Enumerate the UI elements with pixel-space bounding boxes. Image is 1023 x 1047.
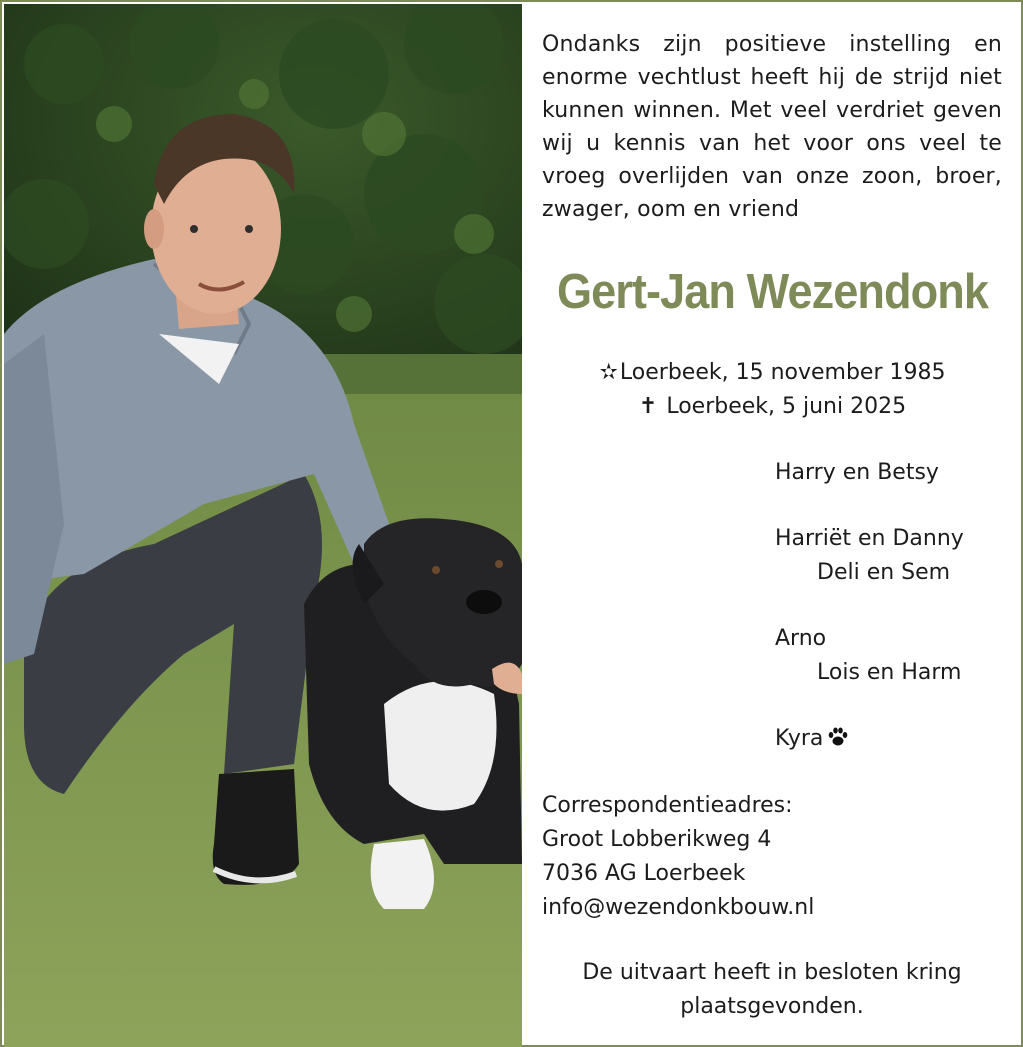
portrait-photo bbox=[4, 4, 522, 1047]
cross-icon: ✝ bbox=[638, 394, 658, 419]
address-city: 7036 AG Loerbeek bbox=[542, 861, 746, 886]
family-list bbox=[775, 456, 1015, 756]
death-date: Loerbeek, 5 juni 2025 bbox=[666, 394, 907, 419]
paw-icon bbox=[827, 726, 849, 748]
family-line: Deli en Sem bbox=[817, 560, 951, 585]
portrait-illustration bbox=[4, 4, 522, 1047]
death-date-line bbox=[524, 390, 1021, 424]
family-line: Harry en Betsy bbox=[775, 460, 939, 485]
family-line-pet bbox=[775, 722, 1015, 756]
funeral-note: De uitvaart heeft in besloten kring plaatsgevonden. bbox=[582, 960, 962, 1019]
family-line: Lois en Harm bbox=[817, 660, 962, 685]
deceased-name: Gert-Jan Wezendonk bbox=[557, 265, 988, 319]
address-email: info@wezendonkbouw.nl bbox=[542, 895, 815, 920]
life-dates bbox=[524, 356, 1021, 424]
pet-name: Kyra bbox=[775, 726, 824, 751]
intro-paragraph: Ondanks zijn positieve instelling en enorme vechtlust heeft hij de strijd niet kunnen winnen. Met veel verdriet geven wij u kennis van het voor ons veel te vroeg overlijden van onze zoon, broer, zwager, oom en vriend bbox=[542, 32, 1002, 222]
birth-date: Loerbeek, 15 november 1985 bbox=[619, 360, 946, 385]
address-label: Correspondentieadres: bbox=[542, 793, 793, 818]
star-icon: ✫ bbox=[599, 360, 618, 385]
address-street: Groot Lobberikweg 4 bbox=[542, 827, 772, 852]
birth-date-line bbox=[524, 356, 1021, 390]
correspondence-address bbox=[542, 789, 1002, 925]
family-line: Harriët en Danny bbox=[775, 526, 964, 551]
intro-section bbox=[542, 28, 1002, 226]
family-line: Arno bbox=[775, 626, 827, 651]
